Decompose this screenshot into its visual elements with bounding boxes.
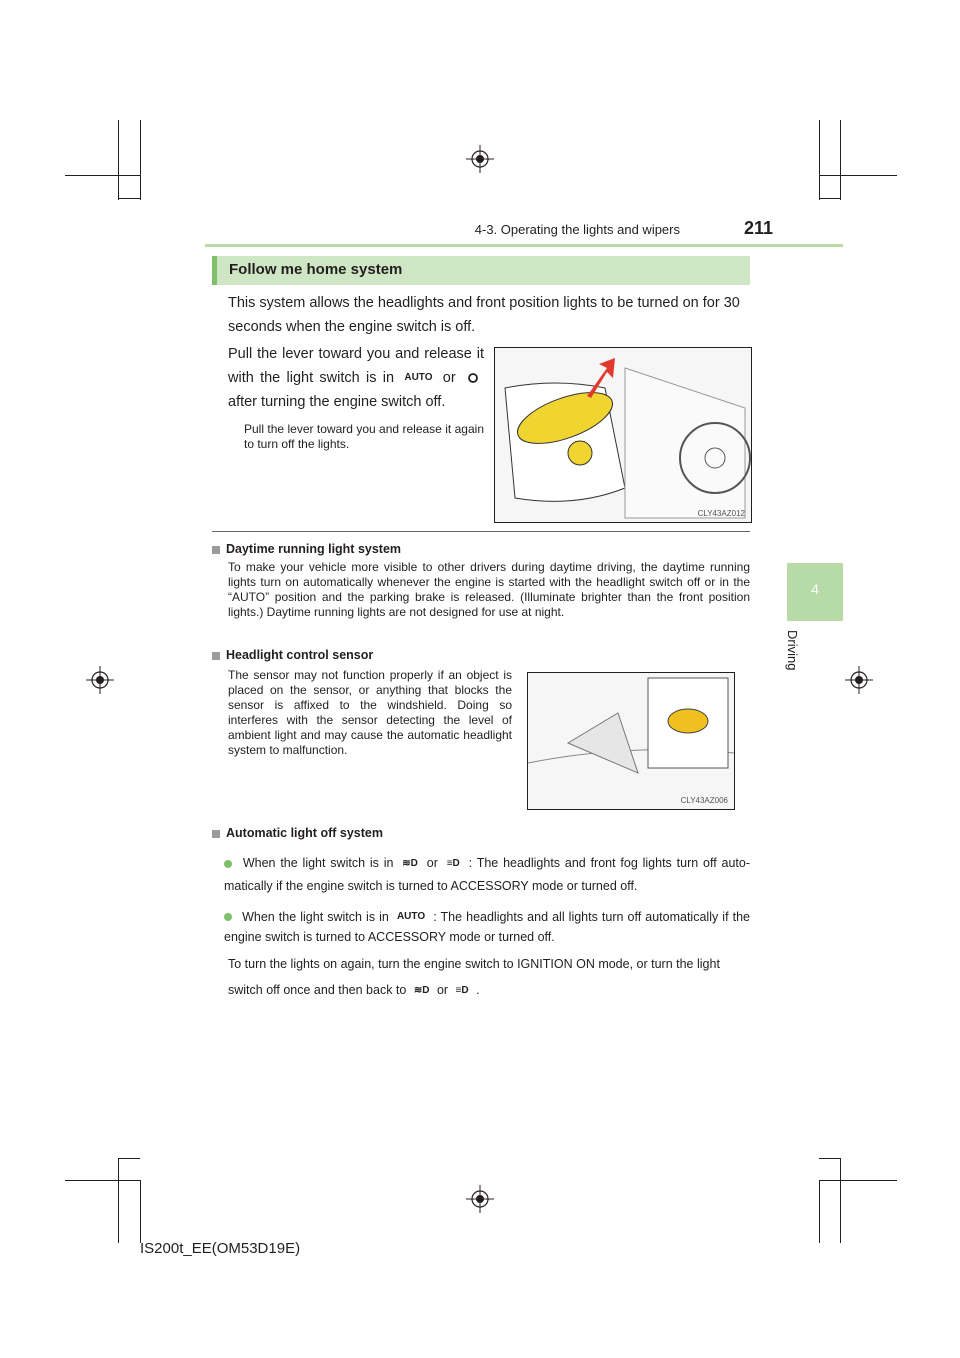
headlight-icon: ≡D [446,857,460,869]
instruction-note: Pull the lever toward you and release it again to turn off the lights. [244,422,484,452]
crop-mark [65,1180,140,1181]
crop-mark [840,120,841,200]
crop-mark [819,1180,897,1181]
auto-off-bullet-2 [224,907,750,948]
section-title: 4-3. Operating the lights and wipers [474,222,680,237]
crop-mark [118,198,140,199]
daytime-text: To make your vehicle more visible to other drivers during daytime driving, the daytime running lights turn on automatically whenever the engine is started with the headlight switch off or in the “AUTO” position and the parking brake is released. (Illuminate brighter than the front position lights.) Daytime running lights are not designed for use at night. [228,560,750,619]
daytime-title-text: Daytime running light system [226,542,402,556]
chapter-label: Driving [785,630,800,671]
chapter-tab [787,563,843,621]
crop-mark [819,198,841,199]
outro-pre: To turn the lights on again, turn the engine switch to IGNITION ON mode, or turn the light switch off once and then back to [228,957,720,998]
crop-mark [65,175,140,176]
registration-mark-icon [845,666,873,694]
bullet1-or: or [426,856,438,870]
position-light-icon [466,371,480,385]
square-bullet-icon [212,652,220,660]
instruction-block [228,342,484,452]
outro-or: or [436,983,449,998]
registration-mark-icon [466,145,494,173]
crop-mark [819,120,820,200]
instruction-part1: Pull the lever toward you and release it with the light switch is in [228,346,484,386]
auto-off-outro [228,951,750,1004]
document-code: IS200t_EE(OM53D19E) [140,1240,301,1257]
crop-mark [819,175,897,176]
sensor-drawing [528,673,734,809]
headlight-icon: ≡D [455,985,469,997]
auto-off-title [212,826,750,840]
outro-post: . [476,983,480,998]
sensor-text: The sensor may not function properly if an object is placed on the sensor, or anything that blocks the sensor is affixed to the windshield. Doing so interferes with the sensor detecting the level of ambient light and may cause the automatic headlight system to malfunction. [228,668,512,757]
intro-paragraph: This system allows the headlights and front position lights to be turned on for 30 seconds when the engine switch is off. [228,295,740,335]
daytime-title [212,542,750,556]
bullet1-pre: When the light switch is in [242,856,394,870]
round-bullet-icon [224,913,232,921]
crop-mark [840,1158,841,1243]
square-bullet-icon [212,546,220,554]
bullet2-pre: When the light switch is in [242,909,389,924]
crop-mark [118,1158,140,1159]
sensor-illustration [527,672,735,810]
sensor-section [212,648,512,758]
fog-light-icon: ≋D [402,857,418,869]
figure-code: CLY43AZ012 [697,509,745,518]
sensor-title-text: Headlight control sensor [226,648,374,662]
page-number: 211 [744,218,774,238]
crop-mark [140,120,141,200]
auto-symbol-icon: AUTO [404,372,433,384]
chapter-number: 4 [811,581,819,597]
auto-off-section [212,826,750,1004]
sensor-title [212,648,512,662]
crop-mark [140,1180,141,1243]
figure-code: CLY43AZ006 [680,796,728,805]
bullet2-post: : The headlights and all lights turn off automatically if the engine switch is turned to ACCESSORY mode or turned off. [224,909,750,945]
fog-light-icon: ≋D [413,985,430,997]
instruction-part2: after turning the engine switch off. [228,394,446,411]
crop-mark [819,1180,820,1243]
section-divider [212,531,750,532]
instruction-text [228,342,484,414]
lever-illustration [494,347,752,523]
registration-mark-icon [86,666,114,694]
crop-mark [819,1158,841,1159]
lever-drawing [495,348,751,522]
round-bullet-icon [224,860,232,868]
crop-mark [118,1158,119,1243]
auto-symbol-icon: AUTO [396,911,426,923]
section-heading [212,256,750,285]
heading-text: Follow me home system [229,261,403,278]
crop-mark [118,120,119,200]
instruction-or: or [442,370,456,386]
bullet1-post: : The headlights and front fog lights turn off auto-matically if the engine switch is turned to ACCESSORY mode or turned off. [224,856,751,893]
auto-off-bullet-1 [224,852,750,897]
registration-mark-icon [466,1185,494,1213]
daytime-section [212,542,750,620]
square-bullet-icon [212,830,220,838]
header-rule [205,244,843,247]
auto-off-title-text: Automatic light off system [226,826,383,840]
